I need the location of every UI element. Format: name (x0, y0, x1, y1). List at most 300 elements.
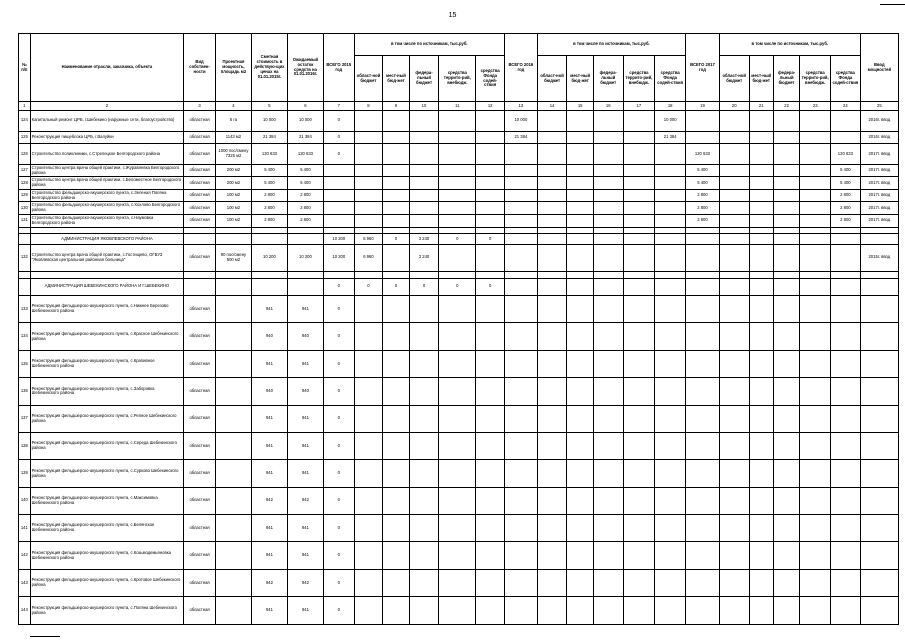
table-cell (719, 569, 749, 596)
table-cell (287, 234, 323, 244)
table-cell (537, 597, 567, 625)
capacity-cell (215, 350, 251, 377)
table-cell (439, 487, 476, 514)
source-2017 (749, 144, 773, 165)
estimate-cell: 941 (251, 597, 287, 625)
table-cell (504, 227, 537, 234)
table-cell (686, 432, 720, 459)
table-cell (655, 350, 686, 377)
table-cell (655, 597, 686, 625)
ownership-cell: областная (184, 202, 216, 215)
object-name: Реконструкция фельдшерско-акушерского пункта, с.Середа Шебекинского района (30, 432, 184, 459)
table-cell (800, 295, 831, 322)
table-cell (623, 278, 655, 295)
table-cell (800, 323, 831, 350)
table-cell (831, 432, 861, 459)
total-2017: 2 800 (686, 214, 720, 227)
estimate-cell: 5 400 (251, 177, 287, 190)
table-cell (439, 295, 476, 322)
total-2016 (504, 214, 537, 227)
source-2016 (655, 164, 686, 177)
source-2015 (439, 189, 476, 202)
table-row (19, 131, 899, 144)
table-cell (593, 227, 623, 234)
commission-year: 2015г. ввод (860, 244, 898, 271)
header-total-2015: ВСЕГО 2015 год (323, 34, 354, 102)
table-row (19, 542, 899, 569)
table-row (19, 214, 899, 227)
source-2017 (719, 177, 749, 190)
object-name: Реконструкция фельдшерско-акушерского пункта, с.Максимовка Шебекинского района (30, 487, 184, 514)
table-cell (537, 460, 567, 487)
table-cell (800, 244, 831, 271)
row-number: 143 (19, 569, 31, 596)
table-cell (773, 569, 799, 596)
source-2016 (655, 202, 686, 215)
table-cell (383, 323, 409, 350)
total-2015: 0 (323, 432, 354, 459)
estimate-cell: 941 (251, 542, 287, 569)
header-remaining: Ожидаемый остаток средств на 01.01.2016г. (287, 34, 323, 102)
table-cell (504, 278, 537, 295)
table-cell (623, 272, 655, 279)
object-name: Реконструкция фельдшерско-акушерского пункта, с.Белянское Шебекинского района (30, 515, 184, 542)
table-cell (773, 597, 799, 625)
table-cell (567, 378, 593, 405)
table-cell (215, 278, 251, 295)
row-number: 135 (19, 350, 31, 377)
source-2016 (567, 164, 593, 177)
table-cell (719, 272, 749, 279)
table-cell (567, 569, 593, 596)
table-cell (773, 515, 799, 542)
table-cell (383, 227, 409, 234)
source-2016 (567, 202, 593, 215)
table-cell (537, 432, 567, 459)
total-2015: 0 (323, 144, 354, 165)
remaining-cell: 21 384 (287, 131, 323, 144)
table-cell (593, 597, 623, 625)
source-2017 (719, 202, 749, 215)
spacer-row (19, 227, 899, 234)
estimate-cell: 2 800 (251, 214, 287, 227)
source-2015: 0 (476, 278, 505, 295)
table-cell (409, 405, 439, 432)
source-2015 (439, 202, 476, 215)
capacity-cell (215, 597, 251, 625)
total-2016 (504, 177, 537, 190)
estimate-cell: 941 (251, 432, 287, 459)
source-2015 (383, 202, 409, 215)
commission-year: 2017г. ввод (860, 202, 898, 215)
table-cell (184, 227, 216, 234)
table-cell (537, 569, 567, 596)
table-cell (537, 487, 567, 514)
source-2016 (593, 164, 623, 177)
commission-year: 2017г. ввод (860, 177, 898, 190)
table-cell (383, 272, 409, 279)
table-cell (354, 487, 383, 514)
source-2015: 3 240 (409, 234, 439, 244)
table-cell (19, 234, 31, 244)
table-cell (800, 272, 831, 279)
table-cell (686, 323, 720, 350)
source-2015 (439, 244, 476, 271)
row-number: 142 (19, 542, 31, 569)
table-cell (19, 227, 31, 234)
source-2017 (749, 177, 773, 190)
table-cell (215, 272, 251, 279)
table-cell (686, 227, 720, 234)
source-regional: област-ной бюджет (719, 56, 749, 102)
table-cell (686, 542, 720, 569)
table-cell (354, 542, 383, 569)
capacity-cell: 5 га (215, 111, 251, 132)
ownership-cell: областная (184, 164, 216, 177)
source-fund: средства Фонда содей-ствия (655, 56, 686, 102)
table-cell (860, 569, 898, 596)
source-2015 (354, 202, 383, 215)
header-ownership: Вид собствен-ности (184, 34, 216, 102)
remaining-cell: 941 (287, 405, 323, 432)
table-cell (686, 244, 720, 271)
table-cell (537, 295, 567, 322)
table-cell (504, 515, 537, 542)
table-cell (439, 569, 476, 596)
table-cell (623, 569, 655, 596)
header-name: Наименование отрасли, заказчика, объекта (30, 34, 184, 102)
source-2015 (409, 202, 439, 215)
table-cell (831, 323, 861, 350)
table-cell (567, 432, 593, 459)
estimate-cell: 10 200 (251, 244, 287, 271)
ownership-cell: областная (184, 350, 216, 377)
table-cell (383, 432, 409, 459)
table-cell (567, 227, 593, 234)
table-cell (476, 432, 505, 459)
table-cell (409, 597, 439, 625)
table-cell (800, 542, 831, 569)
table-cell (831, 278, 861, 295)
source-2015: 0 (476, 234, 505, 244)
table-cell (860, 272, 898, 279)
table-cell (383, 515, 409, 542)
source-2016 (623, 131, 655, 144)
table-cell (354, 295, 383, 322)
source-2015: 6 960 (354, 244, 383, 271)
table-cell (719, 227, 749, 234)
source-2016 (623, 177, 655, 190)
table-cell (773, 295, 799, 322)
object-name: Реконструкция пищеблока ЦРБ, г.Валуйки (30, 131, 184, 144)
source-2017 (749, 164, 773, 177)
section-title: АДМИНИСТРАЦИЯ ШЕБЕКИНСКОГО РАЙОНА И Г.ШЕБЕКИНО (30, 278, 184, 295)
total-2015: 0 (323, 350, 354, 377)
ownership-cell: областная (184, 177, 216, 190)
table-cell (409, 542, 439, 569)
source-2017 (719, 214, 749, 227)
source-2017 (749, 189, 773, 202)
table-cell (719, 323, 749, 350)
ownership-cell: областная (184, 111, 216, 132)
remaining-cell: 5 400 (287, 164, 323, 177)
table-cell (383, 350, 409, 377)
source-2016 (655, 144, 686, 165)
source-regional: област-ной бюджет (537, 56, 567, 102)
source-2016 (655, 177, 686, 190)
table-cell (655, 487, 686, 514)
total-2015: 10 200 (323, 244, 354, 271)
source-territory: средства террито-рий, внебюдж. (800, 56, 831, 102)
capacity-cell: 1000 пос/смену 7325 м2 (215, 144, 251, 165)
table-cell (19, 278, 31, 295)
source-2017: 5 400 (831, 164, 861, 177)
table-cell (831, 569, 861, 596)
source-2016 (567, 189, 593, 202)
table-cell (719, 244, 749, 271)
table-cell (773, 227, 799, 234)
table-cell (749, 227, 773, 234)
table-cell (623, 432, 655, 459)
source-2017 (831, 131, 861, 144)
source-2015: 0 (409, 278, 439, 295)
capacity-cell (215, 378, 251, 405)
table-cell (655, 569, 686, 596)
table-cell (354, 350, 383, 377)
total-2015 (323, 177, 354, 190)
table-cell (251, 234, 287, 244)
source-2016: 10 000 (655, 111, 686, 132)
remaining-cell: 10 200 (287, 244, 323, 271)
table-cell (354, 272, 383, 279)
table-cell (749, 378, 773, 405)
table-cell (567, 405, 593, 432)
table-cell (537, 278, 567, 295)
table-cell (593, 432, 623, 459)
capacity-cell (215, 295, 251, 322)
row-number: 134 (19, 323, 31, 350)
table-cell (623, 515, 655, 542)
remaining-cell: 941 (287, 432, 323, 459)
row-number: 144 (19, 597, 31, 625)
total-2015 (323, 164, 354, 177)
table-row (19, 460, 899, 487)
table-cell (383, 542, 409, 569)
table-row (19, 432, 899, 459)
total-2017: 120 633 (686, 144, 720, 165)
object-name: Строительство центра врача общей практики, с.Беломестное Белгородского района (30, 177, 184, 190)
source-2015 (409, 164, 439, 177)
source-2015 (383, 131, 409, 144)
source-2017: 2 800 (831, 202, 861, 215)
object-name: Капитальный ремонт ЦРБ, г.Шебекино (наружные сети, благоустройство) (30, 111, 184, 132)
row-number: 140 (19, 487, 31, 514)
table-cell (567, 487, 593, 514)
table-cell (504, 244, 537, 271)
table-row (19, 295, 899, 322)
source-2017 (773, 189, 799, 202)
table-cell (623, 350, 655, 377)
source-2016 (593, 111, 623, 132)
row-number: 129 (19, 189, 31, 202)
capacity-cell: 100 м2 (215, 189, 251, 202)
table-row (19, 323, 899, 350)
table-cell (476, 405, 505, 432)
source-2017 (719, 131, 749, 144)
table-row (19, 515, 899, 542)
table-cell (409, 295, 439, 322)
table-cell (567, 597, 593, 625)
table-cell (215, 227, 251, 234)
source-territory: средства террито-рий, внебюдж. (623, 56, 655, 102)
source-2017 (719, 111, 749, 132)
table-cell (860, 278, 898, 295)
estimate-cell: 941 (251, 405, 287, 432)
total-2015: 0 (323, 131, 354, 144)
table-cell (655, 405, 686, 432)
source-2015 (354, 189, 383, 202)
source-2015 (409, 214, 439, 227)
source-2017 (800, 111, 831, 132)
object-name: Реконструкция фельдшерско-акушерского пункта, с.Репное Шебекинского района (30, 405, 184, 432)
source-2015 (383, 189, 409, 202)
row-number: 127 (19, 164, 31, 177)
row-number: 125 (19, 131, 31, 144)
table-cell (537, 227, 567, 234)
table-cell (800, 460, 831, 487)
estimate-cell: 2 800 (251, 202, 287, 215)
source-2015 (439, 214, 476, 227)
row-number: 138 (19, 432, 31, 459)
table-cell (831, 350, 861, 377)
source-2015 (476, 244, 505, 271)
source-2017 (773, 111, 799, 132)
estimate-cell: 5 400 (251, 164, 287, 177)
source-2015 (439, 111, 476, 132)
table-cell (860, 323, 898, 350)
remaining-cell: 941 (287, 515, 323, 542)
table-cell (831, 405, 861, 432)
table-cell (749, 405, 773, 432)
table-cell (860, 542, 898, 569)
table-row (19, 378, 899, 405)
row-number: 136 (19, 378, 31, 405)
table-cell (655, 227, 686, 234)
source-2016 (623, 144, 655, 165)
table-cell (831, 542, 861, 569)
table-cell (831, 597, 861, 625)
total-2015 (323, 189, 354, 202)
source-regional: област-ной бюджет (354, 56, 383, 102)
table-cell (749, 295, 773, 322)
table-cell (773, 234, 799, 244)
page-number: 15 (448, 12, 457, 19)
table-cell (623, 323, 655, 350)
table-cell (30, 272, 184, 279)
table-cell (800, 515, 831, 542)
total-2016 (504, 202, 537, 215)
ownership-cell: областная (184, 323, 216, 350)
ownership-cell: областная (184, 515, 216, 542)
capacity-cell (215, 515, 251, 542)
table-cell (860, 487, 898, 514)
table-cell (860, 597, 898, 625)
table-cell (251, 278, 287, 295)
table-cell (860, 227, 898, 234)
source-2017 (800, 189, 831, 202)
source-2016 (537, 202, 567, 215)
table-cell (773, 487, 799, 514)
table-cell (800, 278, 831, 295)
table-row (19, 202, 899, 215)
total-2015: 0 (323, 542, 354, 569)
table-cell (655, 244, 686, 271)
table-cell (773, 460, 799, 487)
source-2015: 0 (439, 234, 476, 244)
table-cell (623, 460, 655, 487)
table-cell (476, 515, 505, 542)
total-2015: 0 (323, 111, 354, 132)
table-row (19, 144, 899, 165)
row-number: 133 (19, 295, 31, 322)
source-2015 (354, 111, 383, 132)
table-cell (567, 323, 593, 350)
source-2016 (593, 131, 623, 144)
table-cell (567, 244, 593, 271)
source-2015 (409, 144, 439, 165)
table-cell (409, 515, 439, 542)
table-cell (655, 295, 686, 322)
remaining-cell: 2 800 (287, 189, 323, 202)
source-2016 (593, 214, 623, 227)
table-cell (476, 569, 505, 596)
header-sources-2016: в том числе по источникам, тыс.руб. (537, 34, 685, 56)
source-2015 (354, 164, 383, 177)
table-cell (504, 432, 537, 459)
table-cell (800, 234, 831, 244)
table-cell (323, 227, 354, 234)
table-cell (354, 405, 383, 432)
table-cell (354, 432, 383, 459)
source-2017 (800, 214, 831, 227)
table-cell (655, 432, 686, 459)
table-cell (439, 272, 476, 279)
table-cell (476, 227, 505, 234)
source-fund: средства Фонда содей-ствия (831, 56, 861, 102)
source-2017 (800, 164, 831, 177)
table-cell (504, 542, 537, 569)
source-2017: 120 633 (831, 144, 861, 165)
scan-edge-line (30, 636, 60, 637)
table-cell (593, 295, 623, 322)
column-index-row: 1 2 3 4 5 6 7 8 9 10 11 12 13 14 15 16 17 18 19 20 21 22 23 24 25 (19, 102, 899, 111)
source-2015 (383, 214, 409, 227)
table-row (19, 597, 899, 625)
remaining-cell: 941 (287, 597, 323, 625)
source-2015 (476, 131, 505, 144)
source-2016 (537, 164, 567, 177)
source-2016 (655, 189, 686, 202)
source-2015: 6 960 (354, 234, 383, 244)
table-cell (623, 295, 655, 322)
header-estimate: Сметная стоимость в действую-щих ценах на 01.01.2015г. (251, 34, 287, 102)
table-row (19, 405, 899, 432)
source-2017 (749, 202, 773, 215)
table-cell (655, 278, 686, 295)
total-2016 (504, 164, 537, 177)
table-cell (567, 350, 593, 377)
estimate-cell: 940 (251, 378, 287, 405)
